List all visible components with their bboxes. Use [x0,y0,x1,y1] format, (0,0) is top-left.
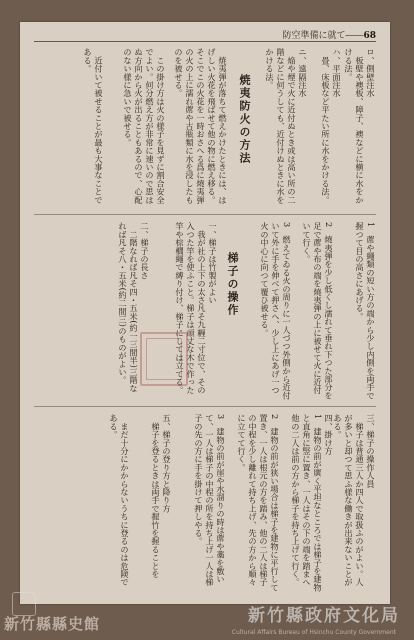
top-section-title: 焼夷防火の方法 [238,74,251,165]
bottom-col-1: 三、梯子の操作人員 梯子は普通三人か四人で取扱ふのがよい。人が多いと却つて思ふ様な働きが出来ないことがある。 [333,414,376,587]
band-divider-2 [34,406,376,407]
mid-col-1: 1 蓆や繩類の短い方の端から少し内側を両手で握つて目の高さにあげる。 [355,222,376,400]
mid-col-4: 一、梯子は竹製がよい 我が社の上下の太さ凡そ九糎二寸位で、その入つた竿を使ふこと。梯子は頑丈な木で作った竿や棕櫚繩で縛り付け、梯子にしては立てる。 [175,222,218,395]
running-header [282,28,376,41]
top-col-3: ニ、遠隔注水 焔や煙で火に近付ぬとき或は高い所の二階などに何うしても、近付けぬときに水をかける法。 [265,48,308,204]
bottom-col-6: まだ十分にかからないうちに登るのは危険である。 [109,414,130,587]
page-number: 68 [363,31,376,41]
band-divider-1 [34,214,376,215]
header-title: 防空準備に就て [282,31,346,41]
bottom-col-3: 2 建物の前が狭い場合は梯子を建物に平行して置き、一人は根元の方を踏み、他の二人は梯子の中程を少し離れて持ち上げ、先の方から順々に立てて行く。 [237,414,280,592]
mid-section-title: 梯子の操作 [226,252,239,317]
county-history-watermark: 新竹縣縣史館 [4,615,101,633]
header-rule [34,41,376,42]
header-dash: ―― [345,31,364,41]
top-col-4: 焼夷弾が落ちて燃えかけたときには、はげしい火花を飛ばせて他の物に燃え移る。そこでこの火花を一時おさへる爲に燒夷弾の火の上に濡れ蓆や古瓶類に水を浸したものを被せる。 [174,48,228,204]
bottom-col-2: 四、掛け方 1 建物の前が廣く平坦なところでは梯子を建物と直角に竪に置き、一人はその下の端を踏まへ他の二人は前の方から梯子を持ち上げて行く。 [291,414,334,592]
bottom-col-4: 3 建物の前が崖や水溜りの時は蓆や藁を敷いて、一人は梯子の中程の所を持ち上げ一人は梯子の先の方に手を掛けて押しやる。 [194,414,226,587]
top-col-6: 近付いて被せることが最も大事なことである。 [83,48,104,204]
document-page [20,22,390,604]
culture-bureau-watermark-english: Cultural Affairs Bureau of Hsinchu County Government [231,629,396,636]
mid-col-3: 3 燃えてゐる火の周りに一人づつ外側から近付いて外に手を伸べて押さへ、少し上にあげ一つ火の中心に向つて覆ひ被せる。 [260,222,292,400]
bottom-col-5: 五、梯子の登り方と降り方 梯子を登るときは両手で握竹を握ることを [151,414,172,578]
culture-bureau-watermark: 新竹縣政府文化局 [248,606,400,626]
top-col-1: ロ、側壁注水 板壁や襖板、障子、襖などに横に水をかける法。 [344,48,376,204]
top-col-2: ハ、平面注水 畳、床板など平たい所に水をかける法。 [321,48,342,204]
top-col-5: この掛け方は火の様子を見ずに割合安全でよい。何分燃え方が非常に速いので思はぬ方向から火が出ることもあるので、心配のない様に急いで被せる。 [123,48,166,204]
mid-col-5: 二、梯子の長さ 二階なれば凡そ四・五米(約一三間半)三階なれば凡そ八・五米(約二間三)のものがよい。 [118,222,150,393]
mid-col-2: 2 燒夷弾を少し低くし濡れて垂れ下つた部分を足で蓆や布の端を燒夷弾の上に被せて火に近付いて行く。 [302,222,334,400]
